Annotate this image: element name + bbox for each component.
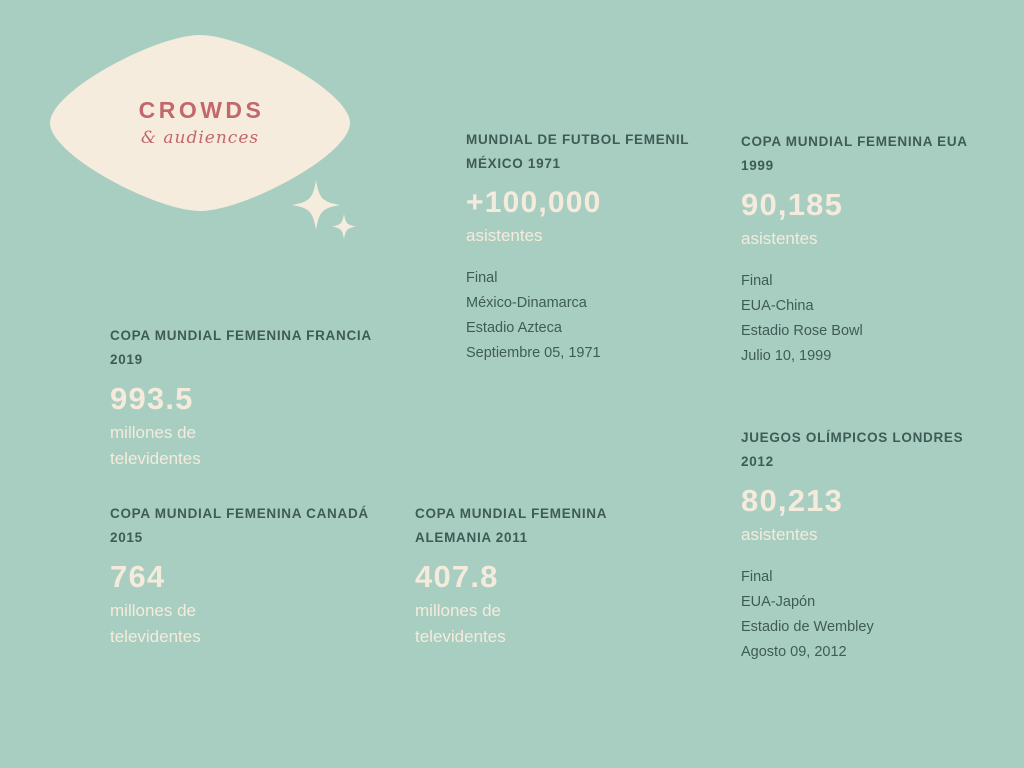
stat-card-francia-2019 xyxy=(110,324,380,472)
stat-card-canada-2015 xyxy=(110,502,380,650)
stat-title: JUEGOS OLÍMPICOS LONDRES 2012 xyxy=(741,430,964,469)
stat-card-alemania-2011 xyxy=(415,502,685,650)
stat-unit: asistentes xyxy=(466,225,543,245)
stat-title: COPA MUNDIAL FEMENINA ALEMANIA 2011 xyxy=(415,506,607,545)
stat-number: 80,213 xyxy=(741,483,844,519)
stat-unit: millones de televidentes xyxy=(110,422,201,469)
stat-unit: asistentes xyxy=(741,524,818,544)
stat-details: Final EUA-China Estadio Rose Bowl Julio 10, 1999 xyxy=(741,273,863,364)
stat-number: 407.8 xyxy=(415,559,499,595)
four-point-star-icon xyxy=(286,178,366,248)
stat-number: +100,000 xyxy=(466,186,602,220)
logo-subtitle: & audiences xyxy=(140,127,260,148)
stat-unit: asistentes xyxy=(741,228,818,248)
logo-title: CROWDS xyxy=(138,97,265,124)
stat-unit: millones de televidentes xyxy=(110,600,201,647)
stat-details: Final México-Dinamarca Estadio Azteca Septiembre 05, 1971 xyxy=(466,270,601,361)
stat-number: 90,185 xyxy=(741,187,844,223)
stat-card-eua-1999 xyxy=(741,130,991,369)
stat-number: 993.5 xyxy=(110,381,194,417)
stat-card-mexico-1971 xyxy=(466,128,716,366)
stat-card-londres-2012 xyxy=(741,426,991,665)
stat-title: COPA MUNDIAL FEMENINA CANADÁ 2015 xyxy=(110,506,369,545)
stat-unit: millones de televidentes xyxy=(415,600,506,647)
stat-details: Final EUA-Japón Estadio de Wembley Agosto 09, 2012 xyxy=(741,569,874,660)
stat-title: COPA MUNDIAL FEMENINA EUA 1999 xyxy=(741,134,968,173)
stat-number: 764 xyxy=(110,559,166,595)
stat-title: COPA MUNDIAL FEMENINA FRANCIA 2019 xyxy=(110,328,372,367)
stat-title: MUNDIAL DE FUTBOL FEMENIL MÉXICO 1971 xyxy=(466,132,689,171)
